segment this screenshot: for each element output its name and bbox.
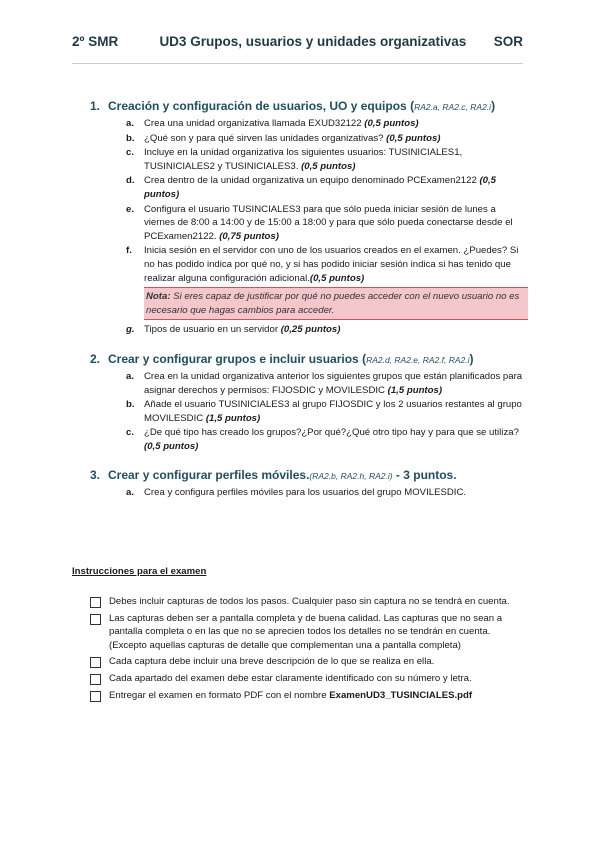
list-item: a. Crea una unidad organizativa llamada EXUD32122 (0,5 puntos) (126, 118, 419, 129)
list-item: b. ¿Qué son y para qué sirven las unidades organizativas? (0,5 puntos) (126, 132, 441, 144)
subject-label: SOR (493, 34, 523, 49)
note-box: Nota: Si eres capaz de justificar por qué no puedes acceder con el nuevo usuario no es necesario que hagas cambios para acceder. (144, 287, 528, 320)
list-item: c. ¿De qué tipo has creado los grupos?¿Por qué?¿Qué otro tipo hay y para que se utiliza? (0,5 puntos) (126, 427, 519, 452)
header-divider (72, 63, 523, 64)
list-item: g. Tipos de usuario en un servidor (0,25 puntos) (126, 324, 341, 336)
list-item: f. Inicia sesión en el servidor con uno de los usuarios creados en el examen. ¿Puedes? Si no has podido indica por qué no, y si has podido iniciar sesión indica si has tenido que realizar alguna configuración adicional.(0,5 puntos) (126, 245, 519, 284)
checklist-item: Debes incluir capturas de todos los pasos. Cualquier paso sin captura no se tendrá en cuenta. (90, 595, 530, 609)
list-item: c. Incluye en la unidad organizativa los siguientes usuarios: TUSINICIALES1, TUSINICIALES2 y TUSINICIALES3. (0,5 puntos) (126, 147, 463, 172)
checkbox[interactable] (90, 597, 101, 608)
instructions-title: Instrucciones para el examen (72, 566, 207, 577)
list-item: e. Configura el usuario TUSINCIALES3 para que sólo pueda iniciar sesión de lunes a viernes de 8:00 a 14:00 y de 15:00 a 18:00 y para que sólo pueda conectarse desde el PCExamen2122. (0,75 puntos) (126, 203, 513, 242)
checkbox[interactable] (90, 691, 101, 702)
list-item: a. Crea en la unidad organizativa anterior los siguientes grupos que están planificados para asignar derechos y permisos: FIJOSDIC y MOVILESDIC (1,5 puntos) (126, 370, 523, 396)
list-item: d. Crea dentro de la unidad organizativa un equipo denominado PCExamen2122 (0,5 puntos) (126, 175, 497, 200)
course-label: 2º SMR (72, 34, 119, 49)
ra-codes: RA2.d, RA2.e, RA2.f, RA2.i (366, 354, 470, 365)
ra-codes: (RA2.b, RA2.h, RA2.i) (309, 471, 393, 482)
section-title: 3. Crear y configurar perfiles móviles.(RA2.b, RA2.h, RA2.i) - 3 puntos. (90, 468, 457, 483)
ra-codes: RA2.a, RA2.c, RA2.i (414, 102, 492, 112)
list-item: a. Crea y configura perfiles móviles para los usuarios del grupo MOVILESDIC. (126, 487, 467, 499)
checklist-item: Entregar el examen en formato PDF con el nombre ExamenUD3_TUSINCIALES.pdf (90, 689, 530, 703)
instructions-checklist (90, 595, 530, 705)
checkbox[interactable] (90, 614, 101, 625)
page-header (72, 34, 523, 49)
list-item: b. Añade el usuario TUSINICIALES3 al grupo FIJOSDIC y los 2 usuarios restantes al grupo MOVILESDIC (1,5 puntos) (126, 399, 522, 424)
section-2 (90, 351, 528, 454)
unit-title: UD3 Grupos, usuarios y unidades organizativas (159, 34, 467, 49)
section-3 (90, 467, 528, 500)
section-1 (90, 98, 528, 337)
checkbox[interactable] (90, 657, 101, 668)
checklist-item: Cada captura debe incluir una breve descripción de lo que se realiza en ella. (90, 655, 530, 669)
filename: ExamenUD3_TUSINCIALES.pdf (329, 689, 473, 701)
checkbox[interactable] (90, 674, 101, 685)
checklist-item: Cada apartado del examen debe estar claramente identificado con su número y letra. (90, 672, 530, 686)
section-title: 2. Crear y configurar grupos e incluir usuarios (RA2.d, RA2.e, RA2.f, RA2.i) (90, 351, 474, 366)
checklist-item: Las capturas deben ser a pantalla completa y de buena calidad. Las capturas que no sean a pantalla completa o en las que no se aprecien todos los detalles no se tendrán en cuenta. (Excepto aquellas capturas de detalle que complementan una a pantalla completa) (90, 612, 530, 653)
exam-content (90, 98, 528, 514)
section-title: 1. Creación y configuración de usuarios, UO y equipos (RA2.a, RA2.c, RA2.i) (90, 99, 496, 113)
